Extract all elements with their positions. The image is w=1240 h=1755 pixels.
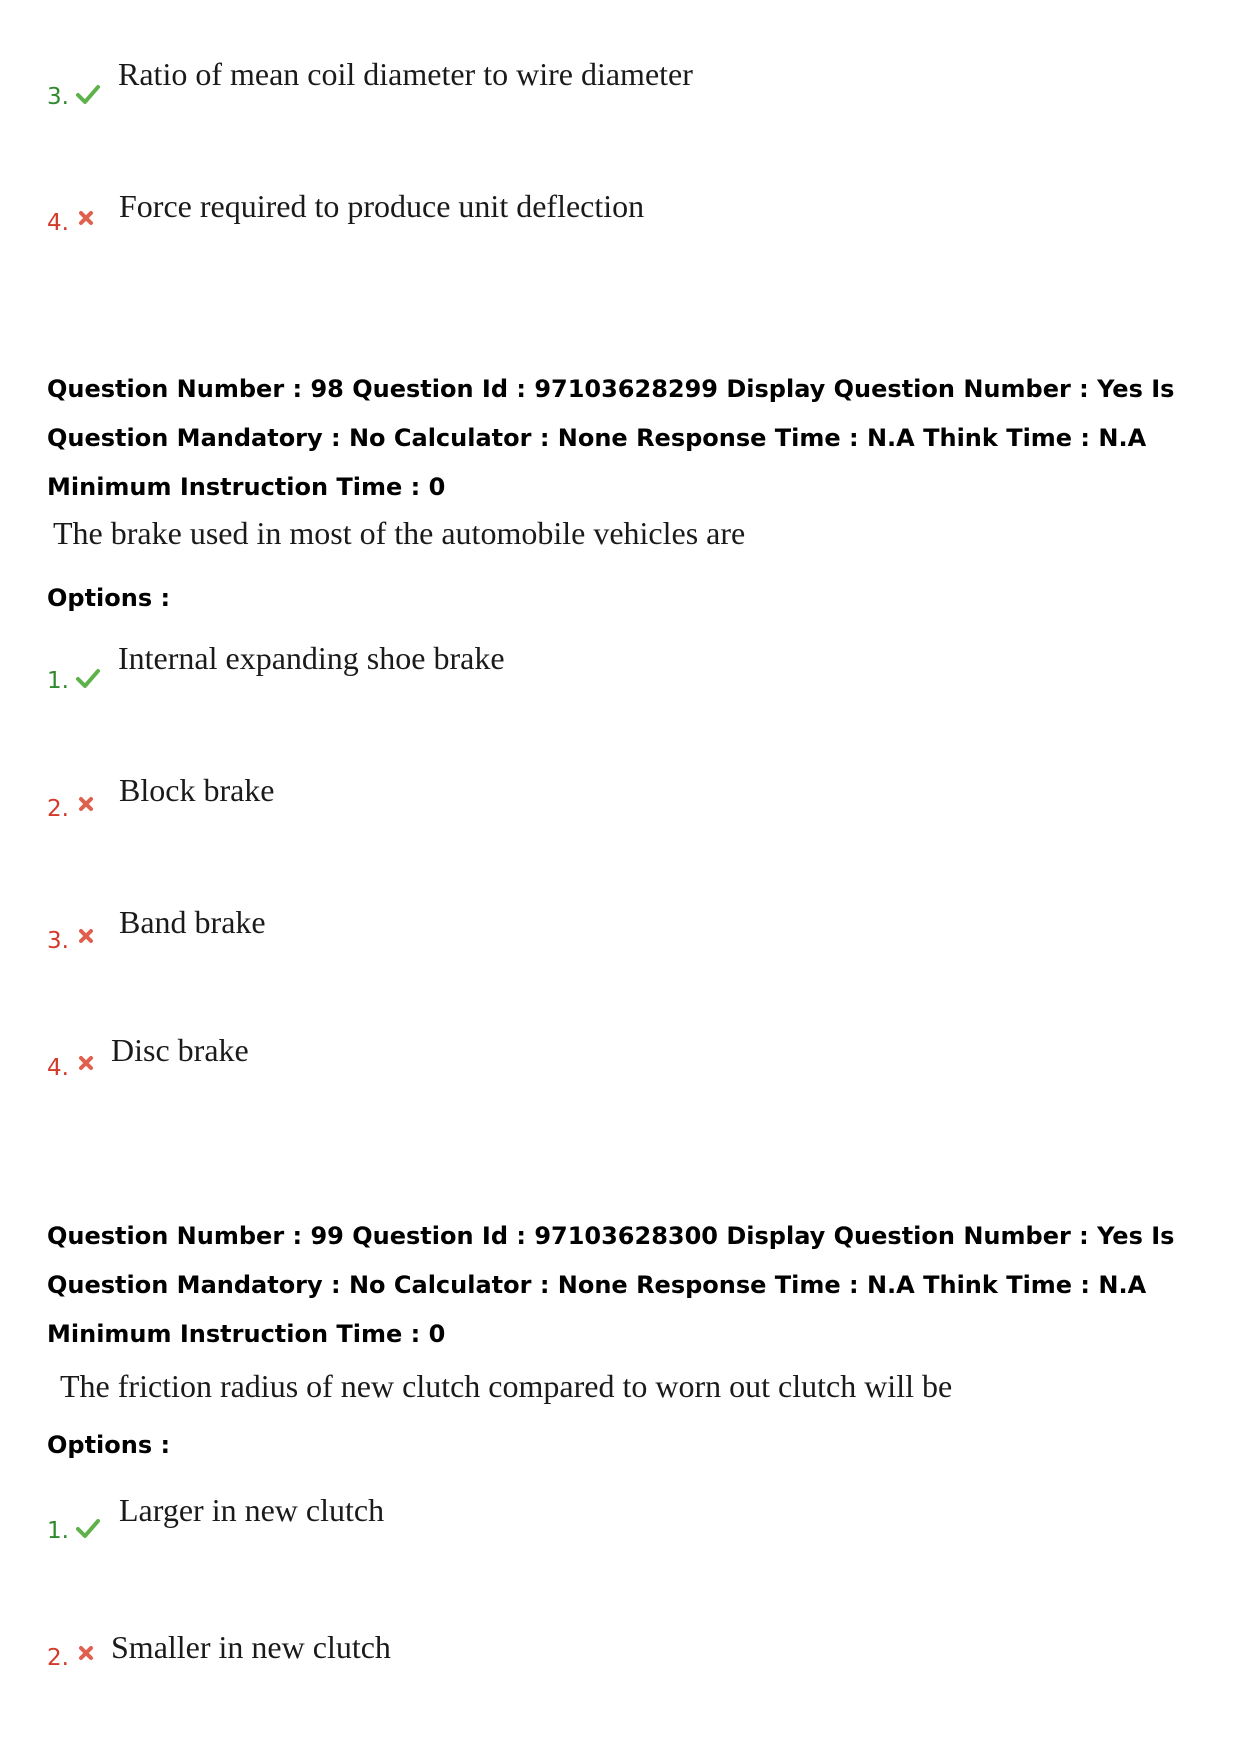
option-text: Block brake	[119, 772, 275, 808]
option-text: Larger in new clutch	[119, 1492, 385, 1528]
question-meta: Question Number : 98 Question Id : 97103628299 Display Question Number : Yes Is Question Mandatory : No Calculator : None Response Time : N.A Think Time : N.A Minimum Instruction Time : 0	[47, 375, 1175, 501]
option-number: 4.	[47, 1055, 69, 1081]
option-text: Internal expanding shoe brake	[118, 640, 505, 676]
option-text: Disc brake	[111, 1032, 249, 1068]
cross-icon	[78, 796, 94, 812]
option-number: 3.	[47, 928, 69, 954]
option-number: 2.	[47, 1645, 69, 1671]
option-number: 4.	[47, 210, 69, 236]
options-label: Options :	[47, 584, 171, 612]
option-number: 1.	[47, 1518, 69, 1544]
cross-icon	[78, 1055, 94, 1071]
check-icon	[76, 83, 100, 105]
option-number: 3.	[47, 84, 69, 110]
option-text: Ratio of mean coil diameter to wire diameter	[118, 56, 693, 92]
cross-icon	[78, 928, 94, 944]
question-text: The friction radius of new clutch compared to worn out clutch will be	[60, 1368, 953, 1404]
check-icon	[76, 1517, 100, 1539]
option-number: 2.	[47, 796, 69, 822]
question-meta: Question Number : 99 Question Id : 97103628300 Display Question Number : Yes Is Question Mandatory : No Calculator : None Response Time : N.A Think Time : N.A Minimum Instruction Time : 0	[47, 1222, 1175, 1348]
cross-icon	[78, 210, 94, 226]
option-number: 1.	[47, 668, 69, 694]
check-icon	[76, 667, 100, 689]
option-text: Smaller in new clutch	[111, 1629, 391, 1665]
option-text: Band brake	[119, 904, 266, 940]
cross-icon	[78, 1645, 94, 1661]
option-text: Force required to produce unit deflection	[119, 188, 645, 224]
question-text: The brake used in most of the automobile vehicles are	[53, 515, 746, 551]
options-label: Options :	[47, 1431, 171, 1459]
